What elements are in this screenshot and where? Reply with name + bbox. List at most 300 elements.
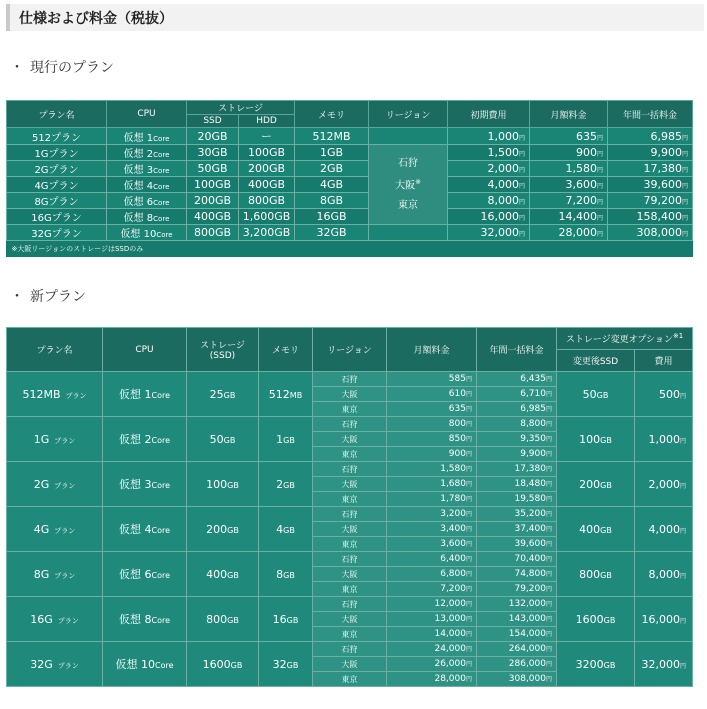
header-storage: ストレージ (SSD): [187, 328, 259, 372]
plan-name-value: 16G: [30, 612, 53, 626]
table-row: [7, 417, 693, 432]
option-fee: [635, 372, 693, 417]
option-fee: [635, 462, 693, 507]
yen-unit: 円: [679, 572, 686, 580]
plan-name: 32Gプラン: [7, 225, 107, 241]
yen-unit: 円: [465, 481, 472, 488]
plan-name: 512プラン: [7, 128, 107, 145]
monthly-fee-value: 6,800: [440, 569, 466, 579]
annual-fee-value: 308,000: [636, 226, 682, 239]
option-fee: [635, 417, 693, 462]
memory-cell: 2GB: [295, 161, 369, 177]
plan-name: 16Gプラン: [7, 209, 107, 225]
annual-fee-value: 19,580: [514, 494, 546, 504]
ssd-cell: 50GB: [187, 161, 239, 177]
table-row: [7, 128, 693, 145]
monthly-fee: [387, 417, 477, 432]
option-ssd-unit: GB: [600, 480, 612, 490]
table-row: [7, 507, 693, 522]
plan-name: [7, 642, 103, 687]
monthly-fee: [387, 567, 477, 582]
annual-fee-value: 17,380: [514, 464, 546, 474]
option-fee-value: 4,000: [648, 522, 680, 536]
region-cell-empty: [369, 225, 448, 241]
yen-unit: 円: [679, 617, 686, 625]
cpu-cell: [103, 552, 187, 597]
header-hdd: HDD: [239, 115, 295, 128]
monthly-fee-value: 3,600: [565, 178, 597, 191]
option-ssd-num: 400: [579, 522, 601, 536]
plan-suffix: プラン: [54, 526, 76, 535]
plan-name: [7, 507, 103, 552]
plan-name-value: 1G: [33, 432, 50, 446]
plan-name: 1Gプラン: [7, 145, 107, 161]
section-heading: [6, 4, 704, 31]
yen-unit: 円: [465, 406, 472, 413]
plan-name: 2Gプラン: [7, 161, 107, 177]
storage-unit: GB: [227, 570, 239, 580]
yen-unit: 円: [682, 134, 689, 142]
region-cell: 大阪: [313, 522, 387, 537]
memory-cell: [259, 552, 313, 597]
annual-fee: [477, 522, 557, 537]
monthly-fee: [530, 225, 608, 241]
monthly-fee-value: 3,400: [440, 524, 466, 534]
monthly-fee: [530, 193, 608, 209]
monthly-fee-value: 3,200: [440, 509, 466, 519]
memory-unit: GB: [283, 435, 295, 445]
monthly-fee: [387, 477, 477, 492]
yen-unit: 円: [682, 215, 689, 222]
monthly-fee-value: 1,580: [440, 464, 466, 474]
header-fee: 費用: [635, 350, 693, 372]
memory-num: 32: [272, 657, 287, 671]
yen-unit: 円: [465, 391, 472, 398]
yen-unit: 円: [465, 661, 472, 668]
header-cpu: CPU: [107, 101, 187, 128]
initial-fee: [448, 193, 530, 209]
region-name: 石狩: [398, 158, 419, 170]
monthly-fee: [387, 402, 477, 417]
yen-unit: 円: [679, 482, 686, 490]
yen-unit: 円: [597, 151, 604, 158]
table-row: [7, 372, 693, 387]
memory-cell: 16GB: [295, 209, 369, 225]
yen-unit: 円: [682, 199, 689, 206]
monthly-fee-value: 28,000: [434, 674, 466, 684]
memory-num: 4: [276, 522, 284, 536]
storage-cell: [187, 372, 259, 417]
section-heading-text: 仕様および料金（税抜）: [19, 11, 173, 27]
ssd-cell: 800GB: [187, 225, 239, 241]
monthly-fee-value: 12,000: [434, 599, 466, 609]
memory-unit: GB: [283, 480, 295, 490]
yen-unit: 円: [545, 406, 552, 413]
cpu-cell: [107, 225, 187, 241]
yen-unit: 円: [545, 571, 552, 578]
cpu-unit: Core: [151, 436, 170, 445]
monthly-fee-value: 28,000: [558, 226, 597, 239]
memory-unit: GB: [286, 615, 299, 625]
plan-name: [7, 597, 103, 642]
annual-fee-value: 154,000: [508, 629, 546, 639]
region-cell: [369, 145, 448, 225]
option-ssd-num: 50: [582, 387, 597, 401]
monthly-fee-value: 7,200: [440, 584, 466, 594]
option-fee-value: 1,000: [648, 432, 680, 446]
yen-unit: 円: [597, 215, 604, 222]
option-ssd-num: 3200: [575, 657, 604, 671]
region-cell: 石狩: [313, 597, 387, 612]
annual-fee: [477, 462, 557, 477]
cpu-num: 4: [144, 523, 152, 536]
cpu-prefix: 仮想: [123, 149, 147, 160]
annual-fee: [608, 225, 693, 241]
cpu-unit: Core: [153, 199, 170, 207]
region-cell-empty: [369, 128, 448, 145]
yen-unit: 円: [465, 526, 472, 533]
cpu-prefix: 仮想: [118, 478, 145, 491]
annual-fee: [477, 672, 557, 687]
yen-unit: 円: [545, 526, 552, 533]
region-cell: 東京: [313, 672, 387, 687]
monthly-fee-value: 900: [576, 146, 597, 159]
initial-fee-value: 1,500: [487, 146, 519, 159]
annual-fee: [477, 417, 557, 432]
monthly-fee: [387, 552, 477, 567]
yen-unit: 円: [519, 199, 526, 206]
option-ssd-unit: GB: [603, 615, 616, 625]
ssd-cell: 20GB: [187, 128, 239, 145]
yen-unit: 円: [545, 436, 552, 443]
monthly-fee: [387, 387, 477, 402]
yen-unit: 円: [519, 167, 526, 174]
memory-cell: 8GB: [295, 193, 369, 209]
plan-name-value: 8G: [33, 567, 50, 581]
annual-fee-value: 18,480: [514, 479, 546, 489]
annual-fee-value: 264,000: [508, 644, 546, 654]
monthly-fee: [387, 447, 477, 462]
table-row: [7, 462, 693, 477]
option-fee-value: 8,000: [648, 567, 680, 581]
yen-unit: 円: [545, 466, 552, 473]
plan-name: [7, 372, 103, 417]
yen-unit: 円: [679, 392, 686, 400]
monthly-fee: [387, 582, 477, 597]
annual-fee: [477, 627, 557, 642]
header-region: リージョン: [313, 328, 387, 372]
annual-fee: [477, 642, 557, 657]
cpu-unit: Core: [151, 481, 170, 490]
monthly-fee: [387, 372, 477, 387]
cpu-num: 6: [146, 197, 154, 208]
yen-unit: 円: [465, 571, 472, 578]
cpu-cell: [107, 193, 187, 209]
hdd-cell: 1,600GB: [239, 209, 295, 225]
plan-name-value: 4G: [33, 522, 50, 536]
monthly-fee-value: 900: [448, 449, 466, 459]
annual-fee: [477, 387, 557, 402]
monthly-fee-value: 14,000: [434, 629, 466, 639]
initial-fee-value: 32,000: [480, 226, 519, 239]
plan-suffix: プラン: [54, 481, 76, 490]
storage-unit: GB: [223, 390, 236, 400]
header-plan: プラン名: [7, 101, 107, 128]
monthly-fee-value: 13,000: [434, 614, 466, 624]
yen-unit: 円: [679, 527, 686, 535]
initial-fee: [448, 161, 530, 177]
monthly-fee: [387, 642, 477, 657]
cpu-unit: Core: [153, 215, 170, 223]
osaka-note-mark: ※: [415, 178, 421, 187]
monthly-fee-value: 1,580: [565, 162, 597, 175]
option-ssd: [557, 372, 635, 417]
cpu-num: 2: [144, 433, 152, 446]
option-ssd: [557, 597, 635, 642]
cpu-num: 1: [144, 388, 152, 401]
memory-num: 512: [268, 387, 290, 401]
option-fee: [635, 552, 693, 597]
annual-fee: [477, 552, 557, 567]
header-memory: メモリ: [295, 101, 369, 128]
new-plans-title: ・ 新プラン: [10, 286, 86, 306]
monthly-fee-value: 1,680: [440, 479, 466, 489]
yen-unit: 円: [545, 451, 552, 458]
yen-unit: 円: [465, 646, 472, 653]
initial-fee: [448, 145, 530, 161]
cpu-num: 2: [146, 149, 154, 160]
annual-fee: [477, 432, 557, 447]
region-cell: 大阪: [313, 612, 387, 627]
yen-unit: 円: [679, 437, 686, 445]
cpu-unit: Core: [151, 616, 170, 625]
table-row: [7, 177, 693, 193]
yen-unit: 円: [465, 436, 472, 443]
note-row: [7, 241, 693, 258]
table-row: [7, 161, 693, 177]
monthly-fee-value: 1,780: [440, 494, 466, 504]
hdd-cell: 800GB: [239, 193, 295, 209]
yen-unit: 円: [519, 134, 526, 142]
annual-fee-value: 6,435: [520, 374, 546, 384]
annual-fee: [608, 177, 693, 193]
plan-name: [7, 417, 103, 462]
monthly-fee-value: 850: [448, 434, 466, 444]
header-storage: ストレージ: [187, 101, 295, 115]
initial-fee-value: 8,000: [487, 194, 519, 207]
option-ssd: [557, 642, 635, 687]
yen-unit: 円: [545, 376, 552, 383]
yen-unit: 円: [545, 496, 552, 503]
memory-cell: 1GB: [295, 145, 369, 161]
yen-unit: 円: [465, 496, 472, 503]
table-row: [7, 597, 693, 612]
cpu-unit: Core: [151, 571, 170, 580]
yen-unit: 円: [545, 616, 552, 623]
annual-fee-value: 9,900: [520, 449, 546, 459]
monthly-fee: [387, 627, 477, 642]
option-fee: [635, 597, 693, 642]
yen-unit: 円: [465, 631, 472, 638]
hdd-cell: 200GB: [239, 161, 295, 177]
header-monthly: 月額料金: [530, 101, 608, 128]
plan-name: [7, 462, 103, 507]
ssd-cell: 30GB: [187, 145, 239, 161]
plan-name-value: 32G: [30, 657, 53, 671]
region-cell: 石狩: [313, 642, 387, 657]
yen-unit: 円: [545, 646, 552, 653]
ssd-cell: 200GB: [187, 193, 239, 209]
annual-fee: [477, 507, 557, 522]
storage-cell: [187, 597, 259, 642]
storage-unit: GB: [227, 615, 239, 625]
memory-cell: 512MB: [295, 128, 369, 145]
annual-fee: [477, 447, 557, 462]
option-ssd-unit: GB: [600, 570, 612, 580]
yen-unit: 円: [519, 215, 526, 222]
cpu-prefix: 仮想: [118, 388, 145, 401]
annual-fee: [477, 567, 557, 582]
annual-fee-value: 17,380: [643, 162, 682, 175]
current-plans-table: [6, 100, 693, 257]
yen-unit: 円: [682, 151, 689, 158]
region-cell: 石狩: [313, 462, 387, 477]
monthly-fee-value: 24,000: [434, 644, 466, 654]
monthly-fee-value: 6,400: [440, 554, 466, 564]
monthly-fee-value: 14,400: [558, 210, 597, 223]
memory-cell: [259, 597, 313, 642]
option-ssd: [557, 417, 635, 462]
annual-fee-value: 35,200: [514, 509, 546, 519]
monthly-fee: [387, 597, 477, 612]
storage-num: 25: [209, 387, 224, 401]
region-cell: 石狩: [313, 552, 387, 567]
monthly-fee-value: 610: [448, 389, 466, 399]
annual-fee-value: 9,350: [520, 434, 546, 444]
cpu-num: 10: [143, 229, 157, 240]
initial-fee-value: 2,000: [487, 162, 519, 175]
annual-fee-value: 39,600: [514, 539, 546, 549]
yen-unit: 円: [519, 151, 526, 158]
option-ssd-unit: GB: [600, 435, 612, 445]
initial-fee: [448, 209, 530, 225]
monthly-fee: [530, 128, 608, 145]
yen-unit: 円: [465, 601, 472, 608]
yen-unit: 円: [682, 183, 689, 190]
annual-fee: [477, 612, 557, 627]
header-option: ストレージ変更オプション$^{※1}$: [557, 328, 693, 350]
annual-fee: [477, 657, 557, 672]
option-fee: [635, 642, 693, 687]
storage-num: 100: [206, 477, 228, 491]
cpu-cell: [103, 642, 187, 687]
cpu-cell: [103, 507, 187, 552]
cpu-num: 1: [146, 132, 154, 144]
memory-num: 1: [276, 432, 284, 446]
option-ssd: [557, 507, 635, 552]
option-ssd-num: 1600: [575, 612, 604, 626]
storage-cell: [187, 417, 259, 462]
yen-unit: 円: [545, 631, 552, 638]
annual-fee-value: 79,200: [643, 194, 682, 207]
yen-unit: 円: [545, 556, 552, 563]
table-row: [7, 552, 693, 567]
option-fee-value: 16,000: [641, 612, 680, 626]
table-row: [7, 209, 693, 225]
region-cell: 東京: [313, 582, 387, 597]
monthly-fee-value: 3,600: [440, 539, 466, 549]
yen-unit: 円: [545, 391, 552, 398]
cpu-num: 8: [146, 213, 154, 224]
cpu-prefix: 仮想: [118, 523, 145, 536]
header-ssd: SSD: [187, 115, 239, 128]
region-name: 大阪※: [395, 178, 421, 192]
region-cell: 大阪: [313, 387, 387, 402]
annual-fee-value: 74,800: [514, 569, 546, 579]
yen-unit: 円: [465, 376, 472, 383]
region-cell: 石狩: [313, 372, 387, 387]
cpu-prefix: 仮想: [120, 229, 144, 240]
cpu-num: 6: [144, 568, 152, 581]
memory-num: 2: [276, 477, 284, 491]
cpu-unit: Core: [151, 391, 170, 400]
yen-unit: 円: [597, 183, 604, 190]
yen-unit: 円: [519, 231, 526, 238]
option-ssd-unit: GB: [603, 660, 616, 670]
monthly-fee: [387, 492, 477, 507]
table-row: [7, 225, 693, 241]
memory-unit: GB: [283, 570, 295, 580]
monthly-fee-value: 7,200: [565, 194, 597, 207]
header-new-ssd: 変更後SSD: [557, 350, 635, 372]
cpu-num: 3: [146, 165, 154, 176]
storage-unit: GB: [227, 480, 239, 490]
storage-cell: [187, 507, 259, 552]
annual-fee: [608, 128, 693, 145]
initial-fee: [448, 177, 530, 193]
plan-suffix: プラン: [54, 571, 76, 580]
header-region: リージョン: [369, 101, 448, 128]
storage-unit: GB: [230, 660, 243, 670]
initial-fee: [448, 128, 530, 145]
cpu-unit: Core: [151, 526, 170, 535]
ssd-cell: 100GB: [187, 177, 239, 193]
memory-cell: [259, 372, 313, 417]
option-ssd: [557, 552, 635, 597]
annual-fee: [477, 582, 557, 597]
plan-name-value: 2G: [33, 477, 50, 491]
yen-unit: 円: [597, 134, 604, 142]
cpu-unit: Core: [154, 661, 174, 670]
cpu-num: 8: [144, 613, 152, 626]
header-cpu: CPU: [103, 328, 187, 372]
monthly-fee-value: 635: [448, 404, 466, 414]
yen-unit: 円: [465, 421, 472, 428]
region-cell: 東京: [313, 627, 387, 642]
option-ssd: [557, 462, 635, 507]
yen-unit: 円: [465, 676, 472, 683]
annual-fee-value: 37,400: [514, 524, 546, 534]
initial-fee-value: 16,000: [480, 210, 519, 223]
header-initial: 初期費用: [448, 101, 530, 128]
region-cell: 石狩: [313, 417, 387, 432]
cpu-prefix: 仮想: [123, 197, 147, 208]
storage-unit: GB: [223, 435, 236, 445]
cpu-prefix: 仮想: [118, 433, 145, 446]
monthly-fee-value: 585: [448, 374, 466, 384]
hdd-cell: 100GB: [239, 145, 295, 161]
cpu-cell: [103, 417, 187, 462]
